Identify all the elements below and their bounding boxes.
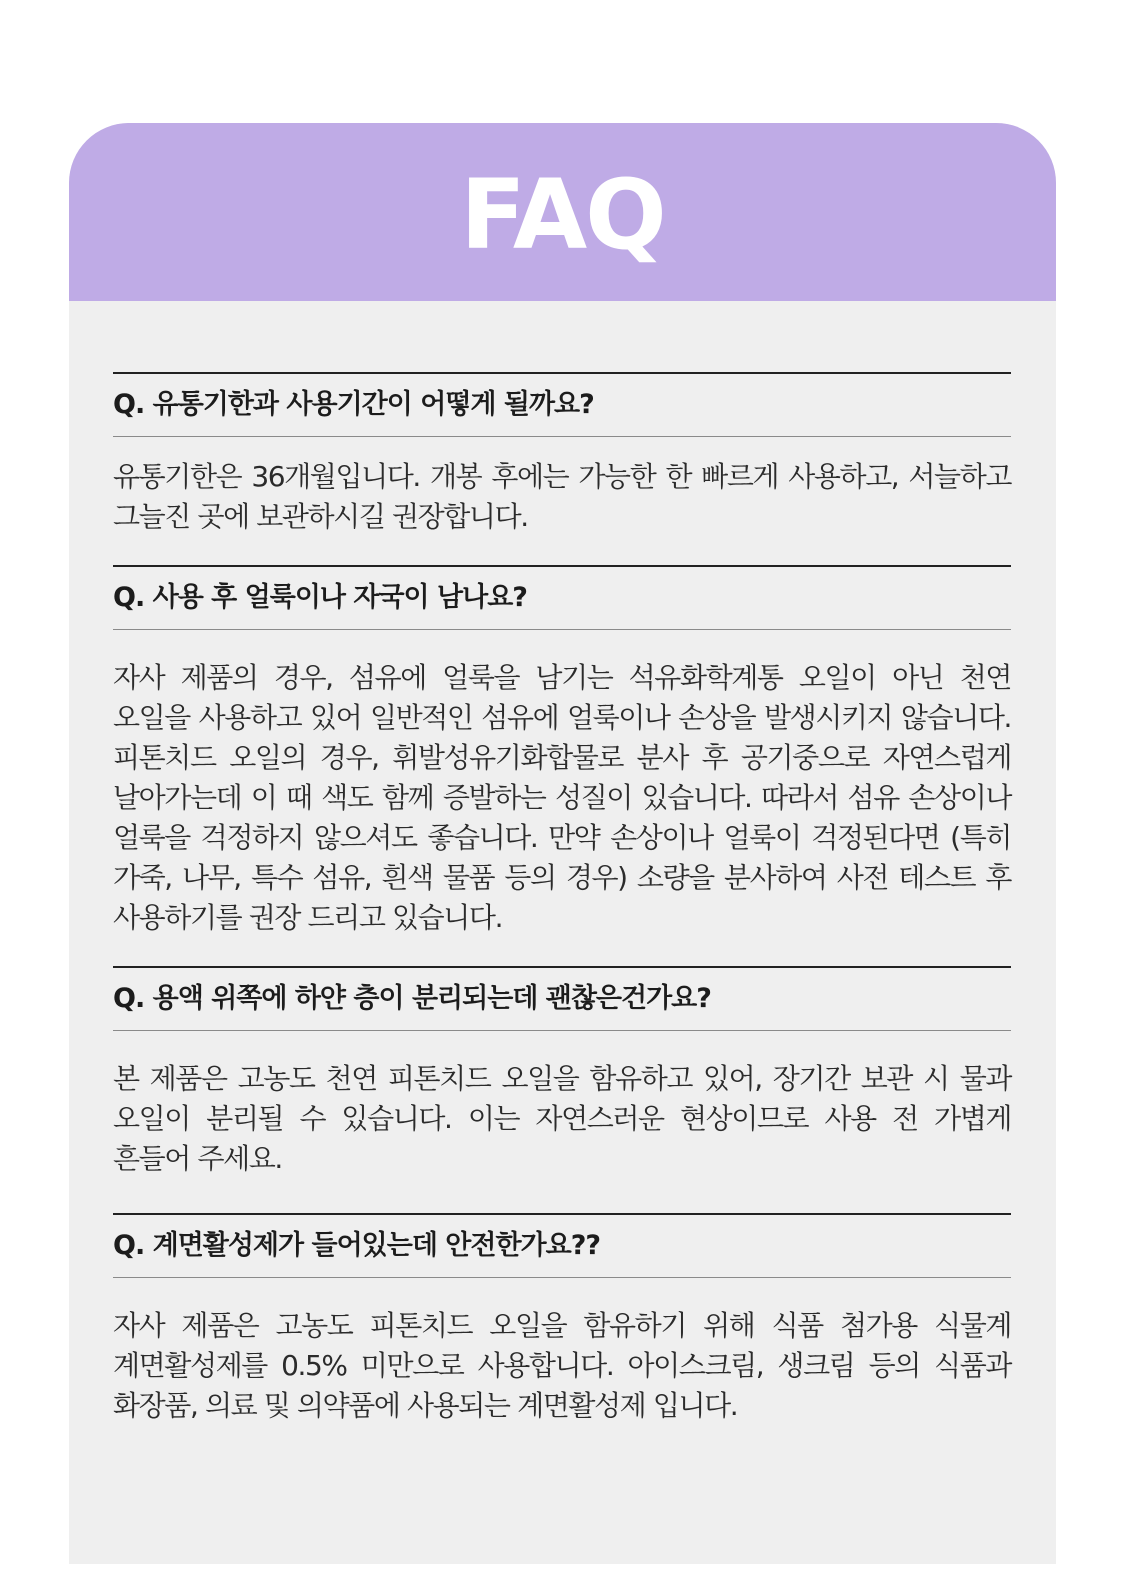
faq-item-stains <box>113 565 1011 966</box>
page-title: FAQ <box>460 159 665 271</box>
faq-question: Q. 사용 후 얼룩이나 자국이 남나요? <box>113 565 1011 630</box>
faq-header <box>69 123 1056 301</box>
faq-answer: 유통기한은 36개월입니다. 개봉 후에는 가능한 한 빠르게 사용하고, 서늘하고 그늘진 곳에 보관하시길 권장합니다. <box>113 460 1011 533</box>
faq-answer: 본 제품은 고농도 천연 피톤치드 오일을 함유하고 있어, 장기간 보관 시 물과 오일이 분리될 수 있습니다. 이는 자연스러운 현상이므로 사용 전 가볍게 흔들어 주세요. <box>113 1062 1011 1175</box>
faq-question: Q. 용액 위쪽에 하얀 층이 분리되는데 괜찮은건가요? <box>113 966 1011 1031</box>
faq-question: Q. 계면활성제가 들어있는데 안전한가요?? <box>113 1213 1011 1278</box>
faq-item-surfactant <box>113 1213 1011 1426</box>
faq-item-shelf-life <box>113 372 1011 565</box>
faq-question: Q. 유통기한과 사용기간이 어떻게 될까요? <box>113 372 1011 437</box>
faq-answer: 자사 제품은 고농도 피톤치드 오일을 함유하기 위해 식품 첨가용 식물계 계면활성제를 0.5% 미만으로 사용합니다. 아이스크림, 생크림 등의 식품과 화장품, 의료 및 의약품에 사용되는 계면활성제 입니다. <box>113 1309 1011 1422</box>
faq-item-separation <box>113 966 1011 1213</box>
faq-list <box>113 372 1011 1426</box>
faq-card <box>69 123 1056 1564</box>
faq-answer: 자사 제품의 경우, 섬유에 얼룩을 남기는 석유화학계통 오일이 아닌 천연 오일을 사용하고 있어 일반적인 섬유에 얼룩이나 손상을 발생시키지 않습니다. 피톤치드 오일의 경우, 휘발성유기화합물로 분사 후 공기중으로 자연스럽게 날아가는데 이 때 색도 함께 증발하는 성질이 있습니다. 따라서 섬유 손상이나 얼룩을 걱정하지 않으셔도 좋습니다. 만약 손상이나 얼룩이 걱정된다면 (특히 가죽, 나무, 특수 섬유, 흰색 물품 등의 경우) 소량을 분사하여 사전 테스트 후 사용하기를 권장 드리고 있습니다. <box>113 661 1011 934</box>
